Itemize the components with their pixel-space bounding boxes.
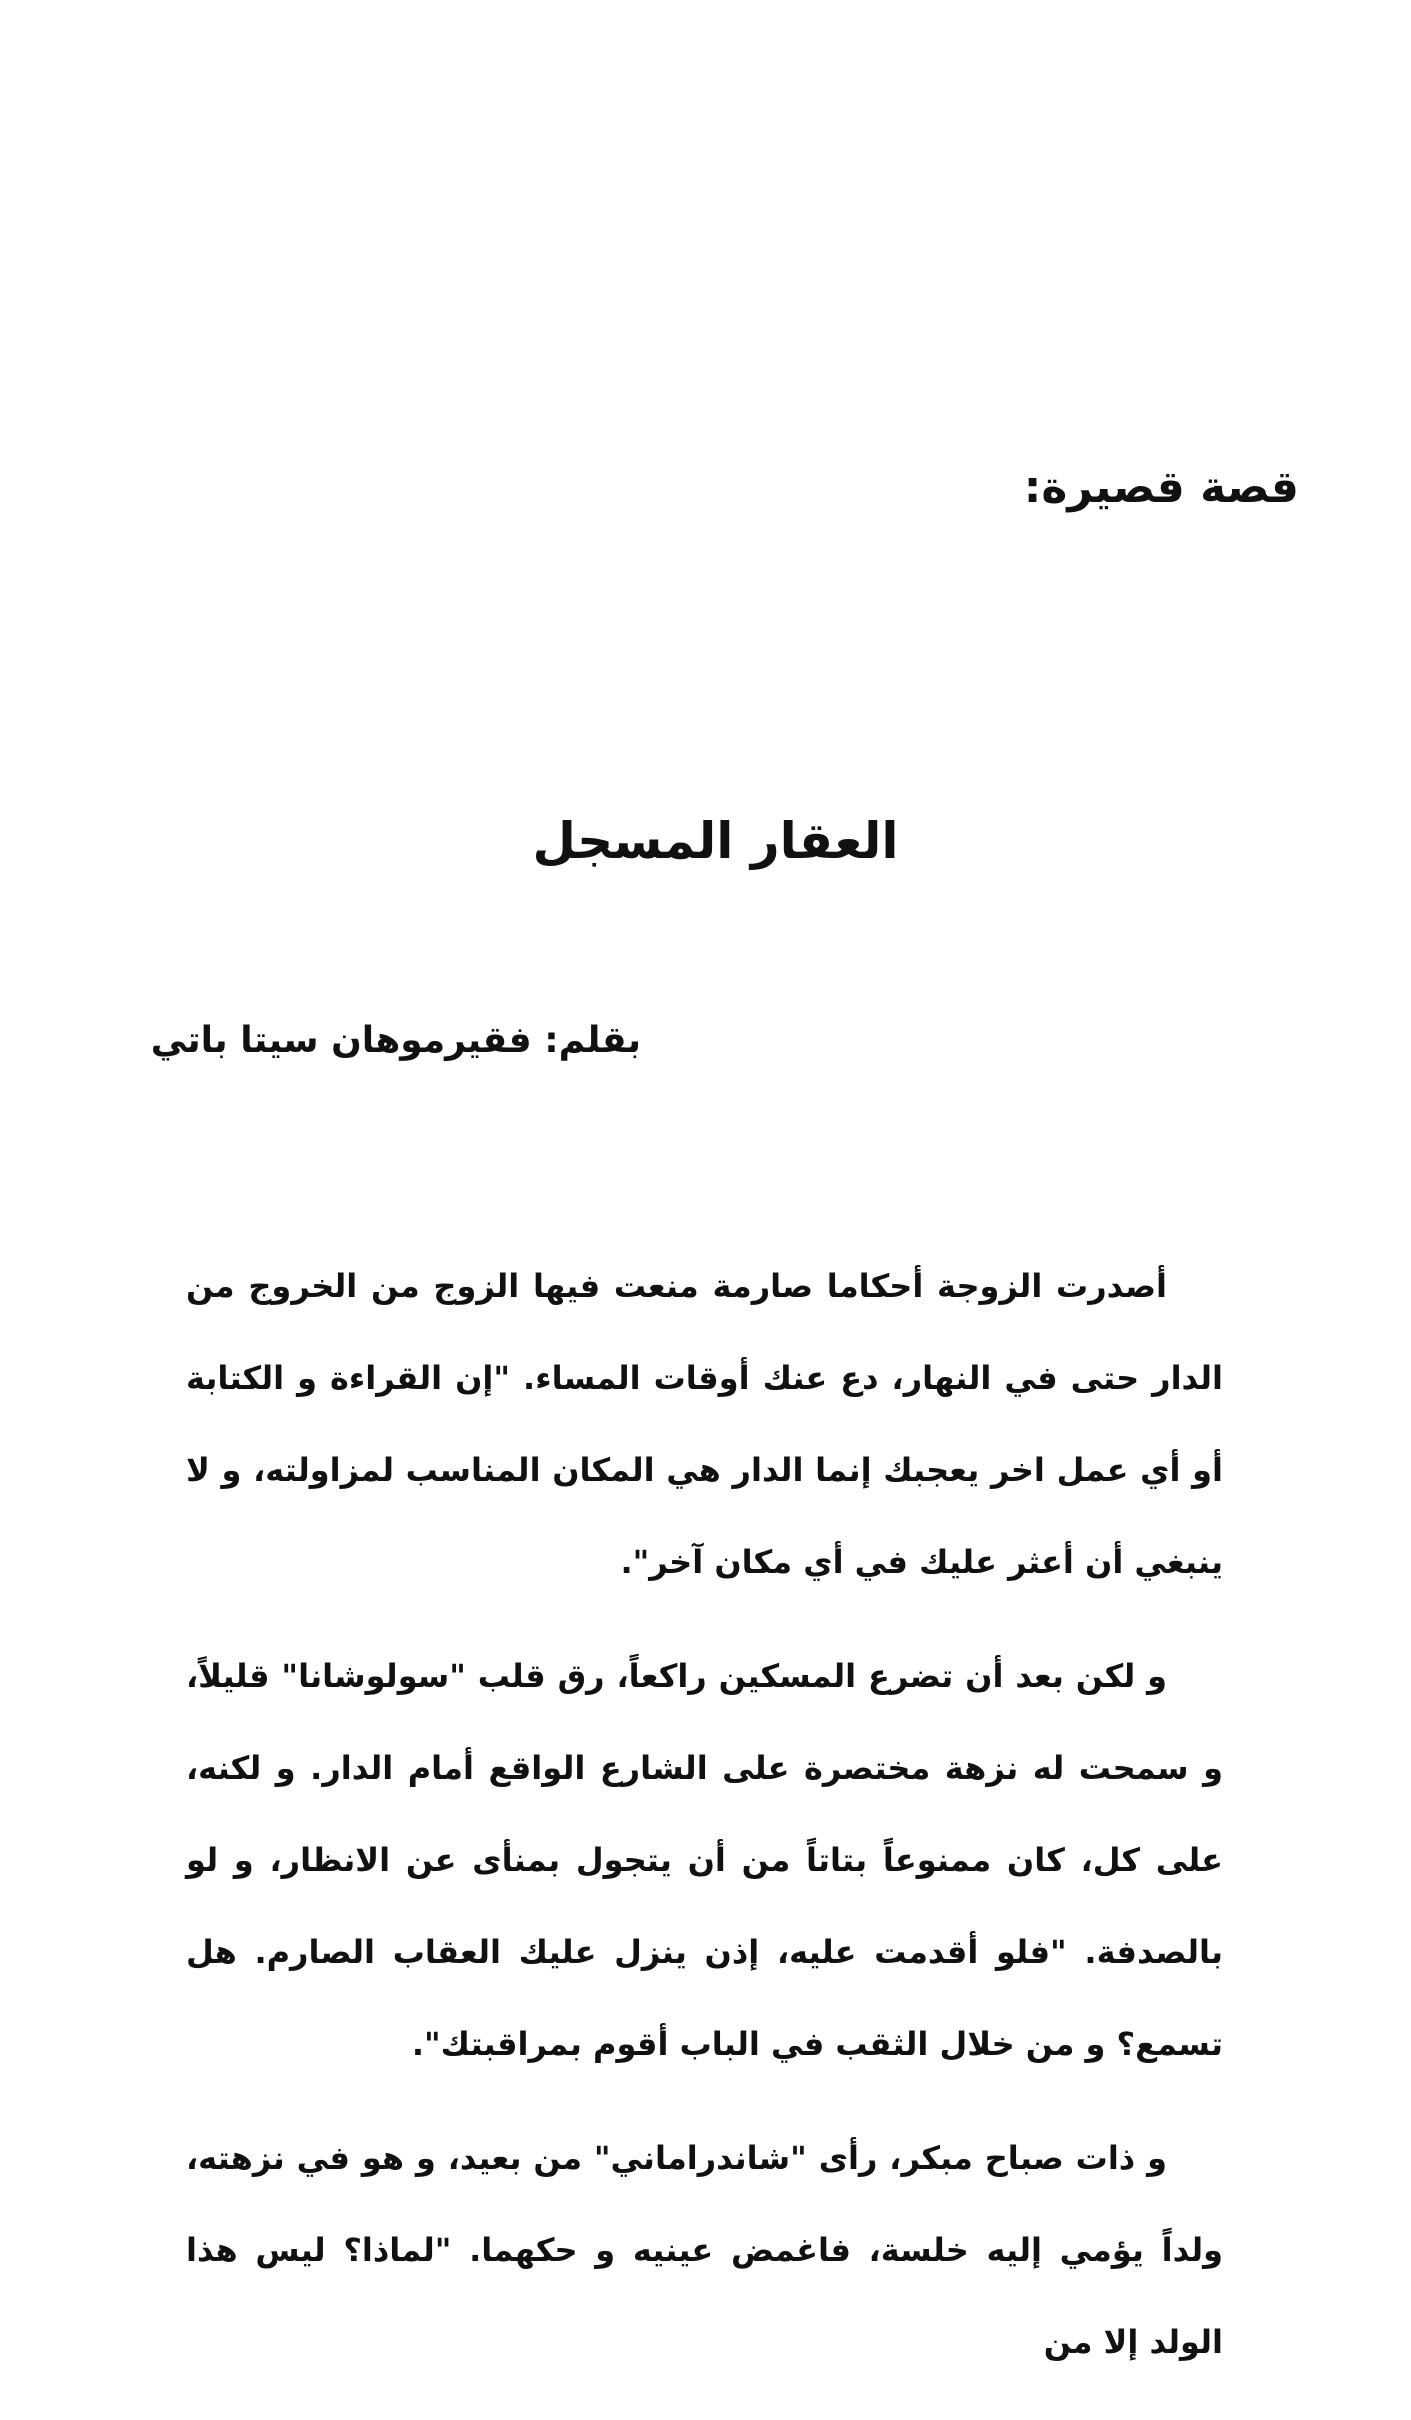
story-body — [186, 1240, 1223, 2388]
story-title: العقار المسجل — [532, 812, 899, 870]
story-paragraph-2: و لكن بعد أن تضرع المسكين راكعاً، رق قلب "سولوشانا" قليلاً، و سمحت له نزهة مختصرة على الشارع الواقع أمام الدار. و لكنه، على كل، كان ممنوعاً بتاتاً من أن يتجول بمنأى عن الانظار، و لو بالصدفة. "فلو أقدمت عليه، إذن ينزل عليك العقاب الصارم. هل تسمع؟ و من خلال الثقب في الباب أقوم بمراقبتك". — [186, 1657, 1223, 2063]
story-paragraph-1: أصدرت الزوجة أحكاما صارمة منعت فيها الزوج من الخروج من الدار حتى في النهار، دع عنك أوقات المساء. "إن القراءة و الكتابة أو أي عمل اخر يعجبك إنما الدار هي المكان المناسب لمزاولته، و لا ينبغي أن أعثر عليك في أي مكان آخر". — [186, 1267, 1223, 1581]
story-paragraph-3: و ذات صباح مبكر، رأى "شاندراماني" من بعيد، و هو في نزهته، ولداً يؤمي إليه خلسة، فاغمض عينيه و حكهما. "لماذا؟ ليس هذا الولد إلا من — [186, 2139, 1223, 2361]
author-byline: بقلم: فقيرموهان سيتا باتي — [150, 1020, 641, 1061]
story-type-label: قصة قصيرة: — [1023, 462, 1299, 513]
